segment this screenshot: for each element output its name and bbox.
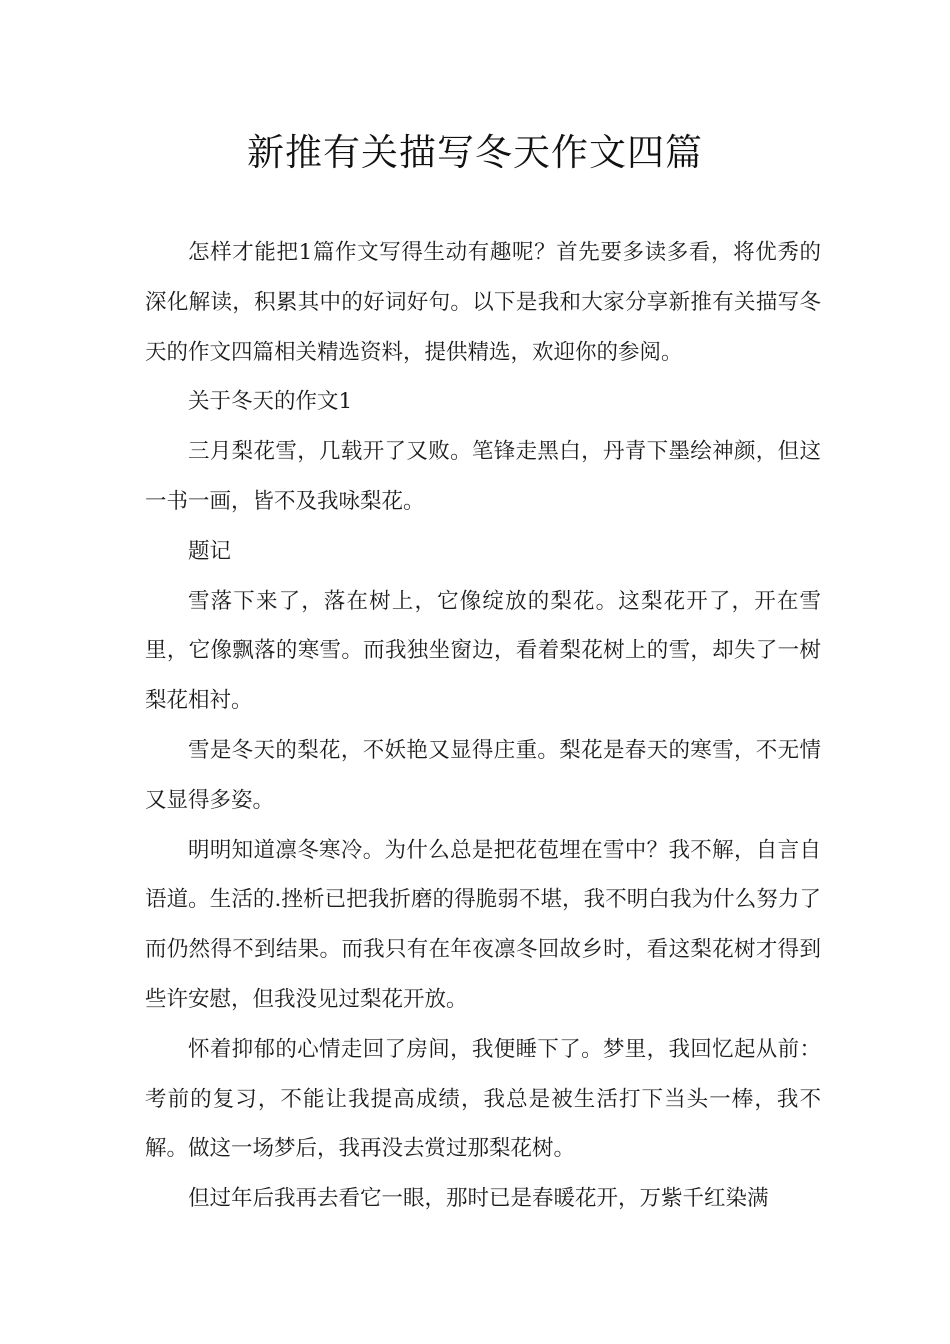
paragraph: 雪是冬天的梨花，不妖艳又显得庄重。梨花是春天的寒雪，不无情又显得多姿。 — [145, 737, 821, 813]
paragraph: 三月梨花雪，几载开了又败。笔锋走黑白，丹青下墨绘神颜，但这一书一画，皆不及我咏梨花。 — [145, 439, 821, 514]
document-title: 新推有关描写冬天作文四篇 — [247, 131, 703, 174]
paragraph: 怀着抑郁的心情走回了房间，我便睡下了。梦里，我回忆起从前：考前的复习，不能让我提高成绩，我总是被生活打下当头一棒，我不解。做这一场梦后，我再没去赏过那梨花树。 — [145, 1036, 821, 1162]
paragraph: 雪落下来了，落在树上，它像绽放的梨花。这梨花开了，开在雪里，它像飘落的寒雪。而我独坐窗边，看着梨花树上的雪，却失了一树梨花相衬。 — [145, 588, 821, 714]
paragraph-intro: 怎样才能把1篇作文写得生动有趣呢？首先要多读多看，将优秀的深化解读，积累其中的好词好句。以下是我和大家分享新推有关描写冬天的作文四篇相关精选资料，提供精选，欢迎你的参阅。 — [145, 240, 821, 365]
paragraph: 但过年后我再去看它一眼，那时已是春暖花开，万紫千红染满 — [188, 1186, 769, 1212]
paragraph-epigraph-label: 题记 — [188, 538, 232, 564]
paragraph-essay-heading: 关于冬天的作文1 — [188, 389, 353, 415]
paragraph: 明明知道凛冬寒冷。为什么总是把花苞埋在雪中？我不解，自言自语道。生活的.挫析已把我折磨的得脆弱不堪，我不明白我为什么努力了而仍然得不到结果。而我只有在年夜凛冬回故乡时，看这梨花树才得到些许安慰，但我没见过梨花开放。 — [145, 837, 821, 1012]
document-body — [145, 228, 821, 1224]
